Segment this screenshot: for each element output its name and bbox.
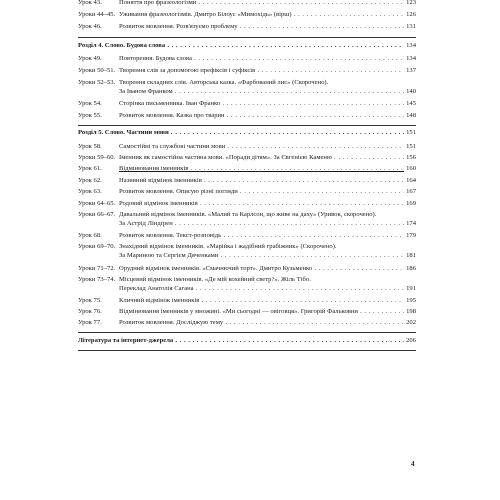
page-number: 169: [406, 200, 416, 207]
section-title: Розділ 4. Слово. Будова слова . . .: [78, 41, 416, 51]
lesson-title: Повторення. Будова слова . . .: [119, 54, 416, 64]
page-number: 198: [406, 308, 416, 315]
toc-entry-continuation: [119, 87, 416, 97]
lesson-number: Уроки 66–67.: [78, 211, 116, 218]
toc-entry-continuation: [119, 251, 416, 261]
lesson-title: Розвиток мовлення. Текст-розповідь . . .: [119, 231, 416, 241]
lesson-number: Уроки 44–45.: [78, 11, 116, 18]
lesson-title: Відмінювання іменників . . .: [119, 164, 416, 174]
lesson-number: Уроки 64–65.: [78, 200, 116, 207]
section-divider: [78, 350, 416, 351]
toc-entry: [78, 99, 416, 109]
page-folio: 4: [411, 460, 415, 468]
lesson-title: Відмінювання іменників у множині. «Ми сьогодні — овіговця». Григорій Фальковни . . .: [119, 307, 416, 317]
page-number: 134: [406, 42, 416, 49]
section-heading: [78, 336, 416, 346]
lesson-title: Знахідний відмінок іменників. «Марійка і жадібний грабіжник» (Скорочено).: [119, 243, 337, 250]
section-divider: [78, 125, 416, 126]
toc-entry: [78, 54, 416, 64]
lesson-number: Урок 54.: [78, 100, 102, 107]
section-divider: [78, 37, 416, 38]
lesson-number: Уроки 50–51.: [78, 67, 116, 74]
page-number: 195: [406, 297, 416, 304]
toc-entry-continuation: [119, 219, 416, 229]
lesson-number: Уроки 73–74.: [78, 276, 116, 283]
lesson-title: Родовий відмінок іменників . . .: [119, 199, 416, 209]
lesson-number: Уроки 69–70.: [78, 243, 116, 250]
lesson-number: Урок 58.: [78, 143, 102, 150]
lesson-number: Урок 55.: [78, 112, 102, 119]
page-number: 160: [406, 165, 416, 172]
section-title: Література та інтернет-джерела . . .: [78, 336, 416, 346]
toc-entry: [78, 307, 416, 317]
page-number: 206: [406, 337, 416, 344]
toc-entry: [78, 318, 416, 328]
lesson-title: Сторінка письменника. Іван Франко . . .: [119, 99, 416, 109]
lesson-number: Урок 49.: [78, 55, 102, 62]
page-number: 202: [406, 319, 416, 326]
lesson-title: Творення слів за допомогою префіксів і суфіксів . . .: [119, 66, 416, 76]
page-number: 156: [406, 154, 416, 161]
lesson-title: Розвиток мовлення. Розв'язуємо проблему . . .: [119, 22, 416, 32]
lesson-number: Урок 61.: [78, 165, 102, 172]
page-number: 164: [406, 177, 416, 184]
lesson-number: Урок 62.: [78, 177, 102, 184]
lesson-title-continued: За Іваном Франком . . .: [119, 87, 416, 97]
page-number: 126: [406, 11, 416, 18]
section-title: Розділ 5. Слово. Частини мови . . .: [78, 128, 416, 138]
page-number: 134: [406, 55, 416, 62]
toc-entry: [78, 153, 416, 163]
lesson-number: Урок 76.: [78, 308, 102, 315]
page-number: 181: [406, 252, 416, 259]
lesson-number: Урок 77.: [78, 319, 102, 326]
lesson-title: Давальний відмінок іменників. «Малий та Карлсон, що живе на даху» (Уривок, скорочено).: [119, 211, 377, 218]
lesson-number: Уроки 59–60.: [78, 154, 116, 161]
page-number: 191: [406, 285, 416, 292]
lesson-number: Урок 68.: [78, 232, 102, 239]
toc-entry: [78, 231, 416, 241]
page-number: 123: [406, 0, 416, 6]
lesson-title-continued: За Мариною та Сергієм Дяченками . . .: [119, 251, 416, 261]
toc-entry: [78, 199, 416, 209]
toc-entry: [78, 164, 416, 174]
toc-entry: [78, 296, 416, 306]
toc-entry: [78, 264, 416, 274]
lesson-title: Називний відмінок іменників . . .: [119, 176, 416, 186]
section-heading: [78, 41, 416, 51]
page-number: 137: [406, 67, 416, 74]
page-number: 179: [406, 232, 416, 239]
toc-entry: [78, 176, 416, 186]
lesson-number: Урок 75.: [78, 297, 102, 304]
lesson-title: Орудний відмінок іменників. «Смачнючий торт». Дмитро Кузьменко . . .: [119, 264, 416, 274]
lesson-title: Самостійні та службові частини мови . . .: [119, 142, 416, 152]
page-number: 167: [406, 188, 416, 195]
lesson-title: Розвиток мовлення. Досліджую тему . . .: [119, 318, 416, 328]
lesson-title: Іменник як самостійна частина мови. «Поради дітям». За Євгенією Каменю . . .: [119, 153, 416, 163]
page-number: 151: [406, 143, 416, 150]
section-divider: [78, 332, 416, 333]
page-number: 131: [406, 23, 416, 30]
toc-entry: [78, 111, 416, 121]
lesson-title: Поняття про фразеологізми . . .: [119, 0, 416, 8]
lesson-number: Урок 46.: [78, 23, 102, 30]
page-number: 174: [406, 220, 416, 227]
lesson-title: Творення складних слів. Авторська казка. «Фарбований лис» (Скорочено).: [119, 79, 329, 86]
toc-entry: [78, 0, 416, 8]
page-number: 186: [406, 265, 416, 272]
section-heading: [78, 128, 416, 138]
lesson-title: Кличний відмінок іменників . . .: [119, 296, 416, 306]
toc-entry-continuation: [119, 284, 416, 294]
page-number: 145: [406, 100, 416, 107]
toc-entry: [78, 22, 416, 32]
toc-entry: [78, 66, 416, 76]
lesson-title: Розвиток мовлення. Описую різні погляди . . .: [119, 187, 416, 197]
lesson-title-continued: Переклад Анатолія Сагана . . .: [119, 284, 416, 294]
page-number: 140: [406, 88, 416, 95]
lesson-title: Розвиток мовлення. Казка про тварин . . .: [119, 111, 416, 121]
toc-entry: [78, 187, 416, 197]
page-number: 151: [406, 129, 416, 136]
lesson-number: Уроки 71–72.: [78, 265, 116, 272]
toc-entry: [78, 10, 416, 20]
lesson-title-continued: За Астрід Ліндґрен . . .: [119, 219, 416, 229]
lesson-number: Урок 43.: [78, 0, 102, 6]
lesson-number: Уроки 52–53.: [78, 79, 116, 86]
lesson-title: Місцевий відмінок іменників. «Де мій кохейний светр?». Жіль Тібо.: [119, 276, 311, 283]
lesson-title: Уживання фразеологізмів. Дмитро Білоус «Мимохідь» (вірш) . . .: [119, 10, 416, 20]
lesson-number: Урок 63.: [78, 188, 102, 195]
page-number: 148: [406, 112, 416, 119]
toc-entry: [78, 142, 416, 152]
